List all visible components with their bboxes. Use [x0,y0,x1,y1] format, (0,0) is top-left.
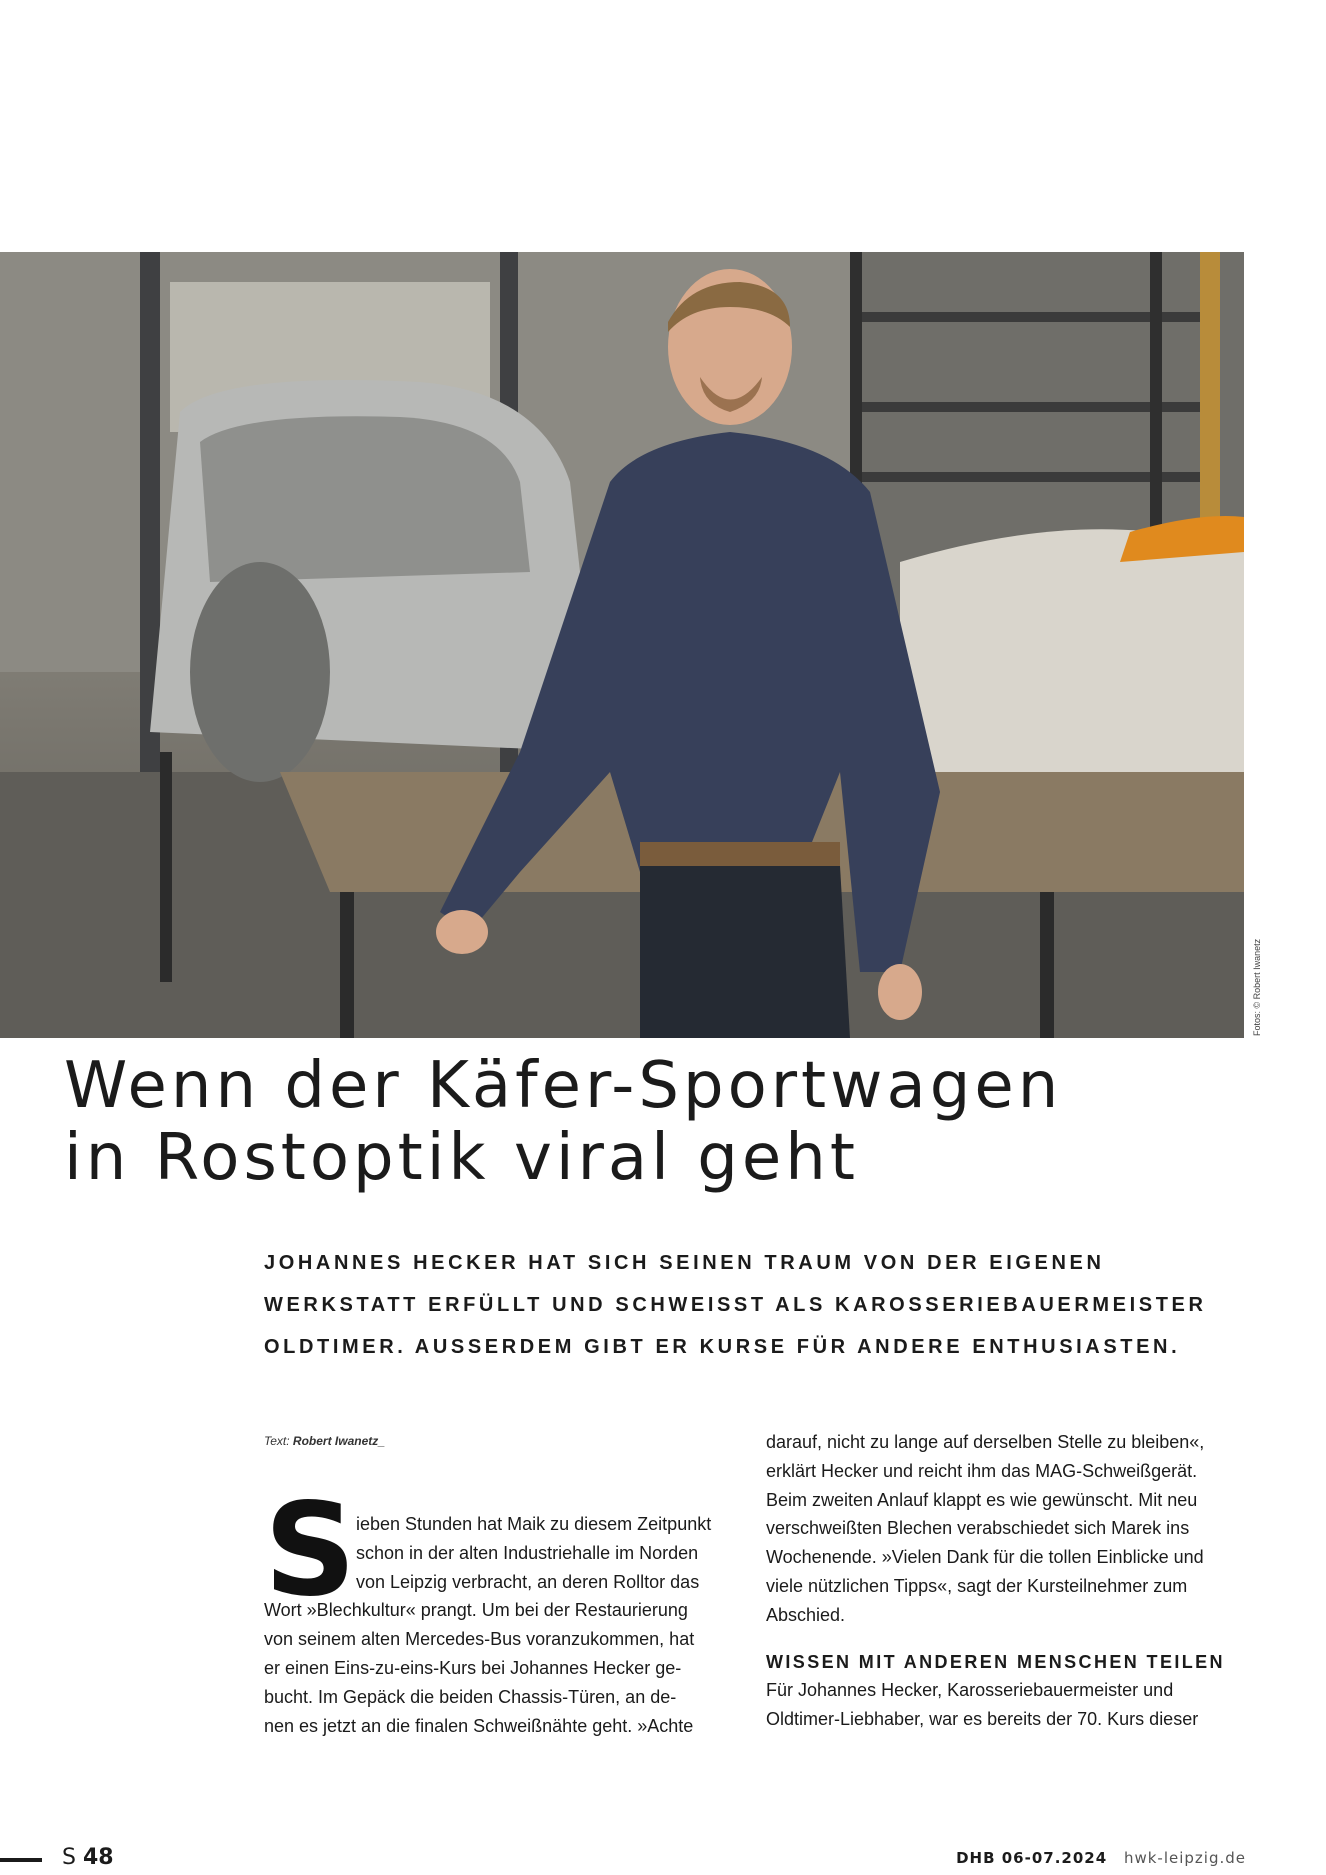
lead-line-1: JOHANNES HECKER HAT SICH SEINEN TRAUM VON DER EIGENEN [264,1252,1105,1274]
section-subhead: WISSEN MIT ANDEREN MENSCHEN TEILEN [766,1651,1225,1672]
headline-line-1: Wenn der Käfer-Sportwagen [64,1049,1063,1123]
body-line: ieben Stunden hat Maik zu diesem Zeitpunkt [356,1514,712,1534]
body-line: Oldtimer-Liebhaber, war es bereits der 70. Kurs dieser [766,1709,1199,1730]
body-line: darauf, nicht zu lange auf derselben Stelle zu bleiben«, [766,1432,1205,1452]
body-line: erklärt Hecker und reicht ihm das MAG-Schweißgerät. [766,1460,1198,1481]
body-line: Abschied. [766,1604,846,1625]
lead-line-2: WERKSTATT ERFÜLLT UND SCHWEISST ALS KAROSSERIEBAUERMEISTER [264,1294,1207,1316]
body-column-1 [264,1510,744,1740]
body-line: von seinem alten Mercedes-Bus voranzukommen, hat [264,1629,695,1650]
footer-info [956,1849,1246,1867]
body-line: er einen Eins-zu-eins-Kurs bei Johannes Hecker ge- [264,1657,682,1678]
hero-photo [0,252,1244,1038]
byline-author: Robert Iwanetz_ [292,1434,385,1448]
lead-line-3: OLDTIMER. AUSSERDEM GIBT ER KURSE FÜR ANDERE ENTHUSIASTEN. [264,1336,1181,1358]
body-line: verschweißten Blechen verabschiedet sich Marek ins [766,1518,1190,1539]
page-prefix: S [62,1845,76,1870]
body-line: Wochenende. »Vielen Dank für die tollen Einblicke und [766,1547,1204,1568]
drop-cap: S [264,1476,357,1625]
website-link[interactable]: hwk-leipzig.de [1123,1849,1246,1867]
byline [264,1434,385,1448]
photo-credit: Fotos: © Robert Iwanetz [1252,938,1262,1036]
article-headline [64,1050,1264,1194]
body-line: Für Johannes Hecker, Karosseriebauermeister und [766,1680,1174,1701]
body-line: viele nützlichen Tipps«, sagt der Kursteilnehmer zum [766,1575,1188,1596]
body-line: von Leipzig verbracht, an deren Rolltor das [356,1571,700,1592]
byline-prefix: Text: [264,1434,290,1448]
page-number-value: 48 [82,1845,114,1870]
body-line: schon in der alten Industriehalle im Norden [356,1542,699,1563]
magazine-issue: DHB 06-07.2024 [956,1849,1108,1867]
body-line: nen es jetzt an die finalen Schweißnähte geht. »Achte [264,1715,694,1736]
headline-line-2: in Rostoptik viral geht [64,1121,859,1195]
page-number [62,1845,114,1870]
body-column-2 [766,1428,1246,1734]
body-line: Beim zweiten Anlauf klappt es wie gewünscht. Mit neu [766,1489,1198,1510]
body-line: bucht. Im Gepäck die beiden Chassis-Türen, an de- [264,1686,677,1707]
workshop-photo-illustration [0,252,1244,1038]
footer-rule [0,1858,42,1862]
body-line: Wort »Blechkultur« prangt. Um bei der Restaurierung [264,1600,688,1621]
article-lead [264,1242,1207,1368]
